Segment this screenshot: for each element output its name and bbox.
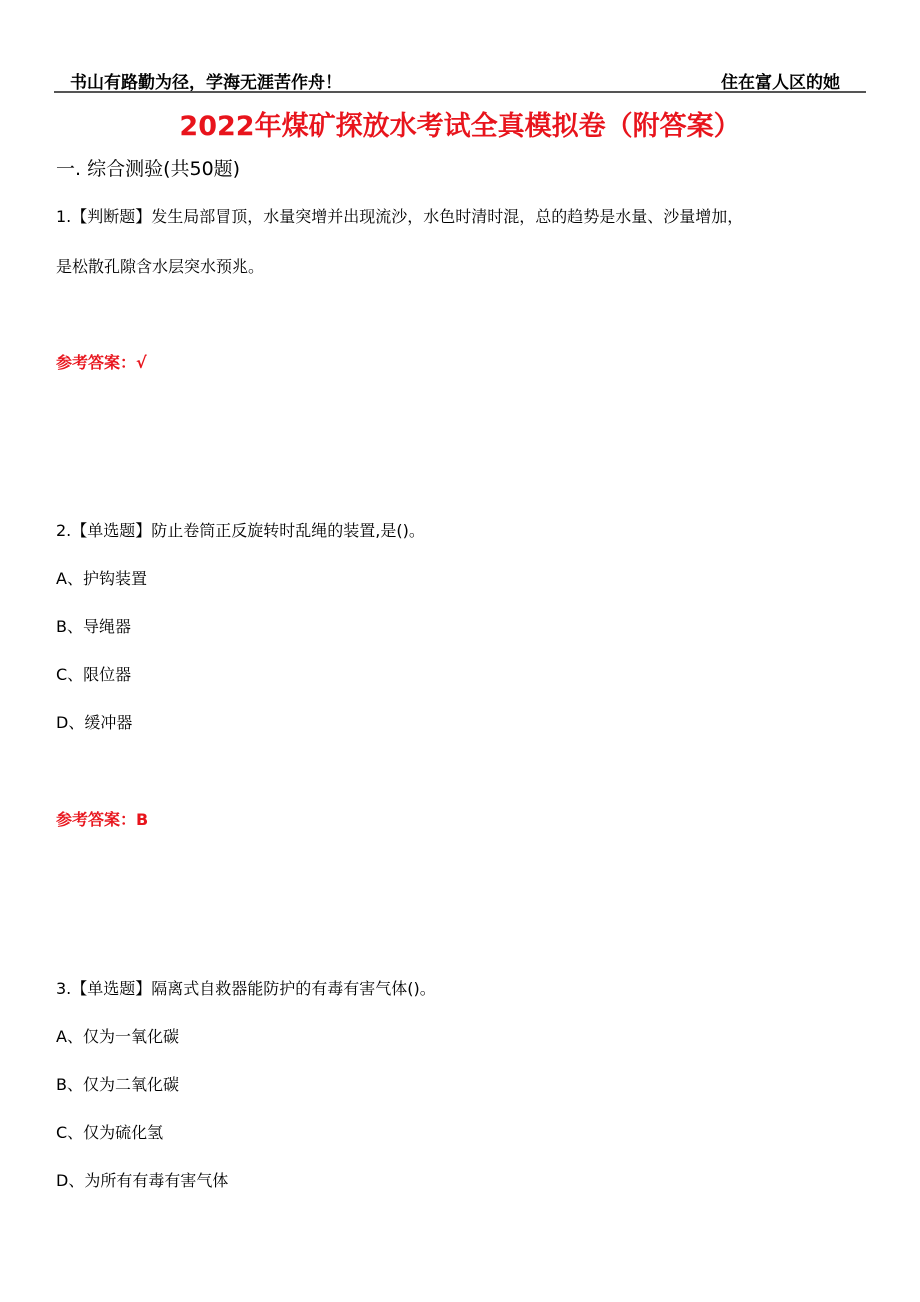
question-2-option-d: D、缓冲器 bbox=[56, 713, 133, 732]
document-title: 2022年煤矿探放水考试全真模拟卷（附答案） bbox=[179, 111, 741, 142]
question-1-answer: 参考答案：√ bbox=[56, 353, 147, 372]
question-2-answer: 参考答案：B bbox=[56, 810, 149, 829]
question-3-stem: 3.【单选题】隔离式自救器能防护的有毒有害气体()。 bbox=[56, 979, 436, 998]
section-heading: 一. 综合测验(共50题) bbox=[56, 158, 241, 180]
header-rule bbox=[54, 91, 866, 93]
header-author: 住在富人区的她 bbox=[721, 73, 840, 93]
question-2-stem: 2.【单选题】防止卷筒正反旋转时乱绳的装置,是()。 bbox=[56, 521, 425, 540]
question-3-option-d: D、为所有有毒有害气体 bbox=[56, 1171, 229, 1190]
question-1-line-1: 1.【判断题】发生局部冒顶，水量突增并出现流沙，水色时清时混，总的趋势是水量、沙量增加， bbox=[56, 207, 744, 226]
question-2-option-c: C、限位器 bbox=[56, 665, 132, 684]
question-3-option-b: B、仅为二氧化碳 bbox=[56, 1075, 179, 1094]
question-1-line-2: 是松散孔隙含水层突水预兆。 bbox=[56, 257, 265, 276]
question-2-option-b: B、导绳器 bbox=[56, 617, 131, 636]
question-2-option-a: A、护钩装置 bbox=[56, 569, 147, 588]
question-3-option-a: A、仅为一氧化碳 bbox=[56, 1027, 179, 1046]
header-motto: 书山有路勤为径，学海无涯苦作舟！ bbox=[70, 73, 342, 93]
question-3-option-c: C、仅为硫化氢 bbox=[56, 1123, 164, 1142]
